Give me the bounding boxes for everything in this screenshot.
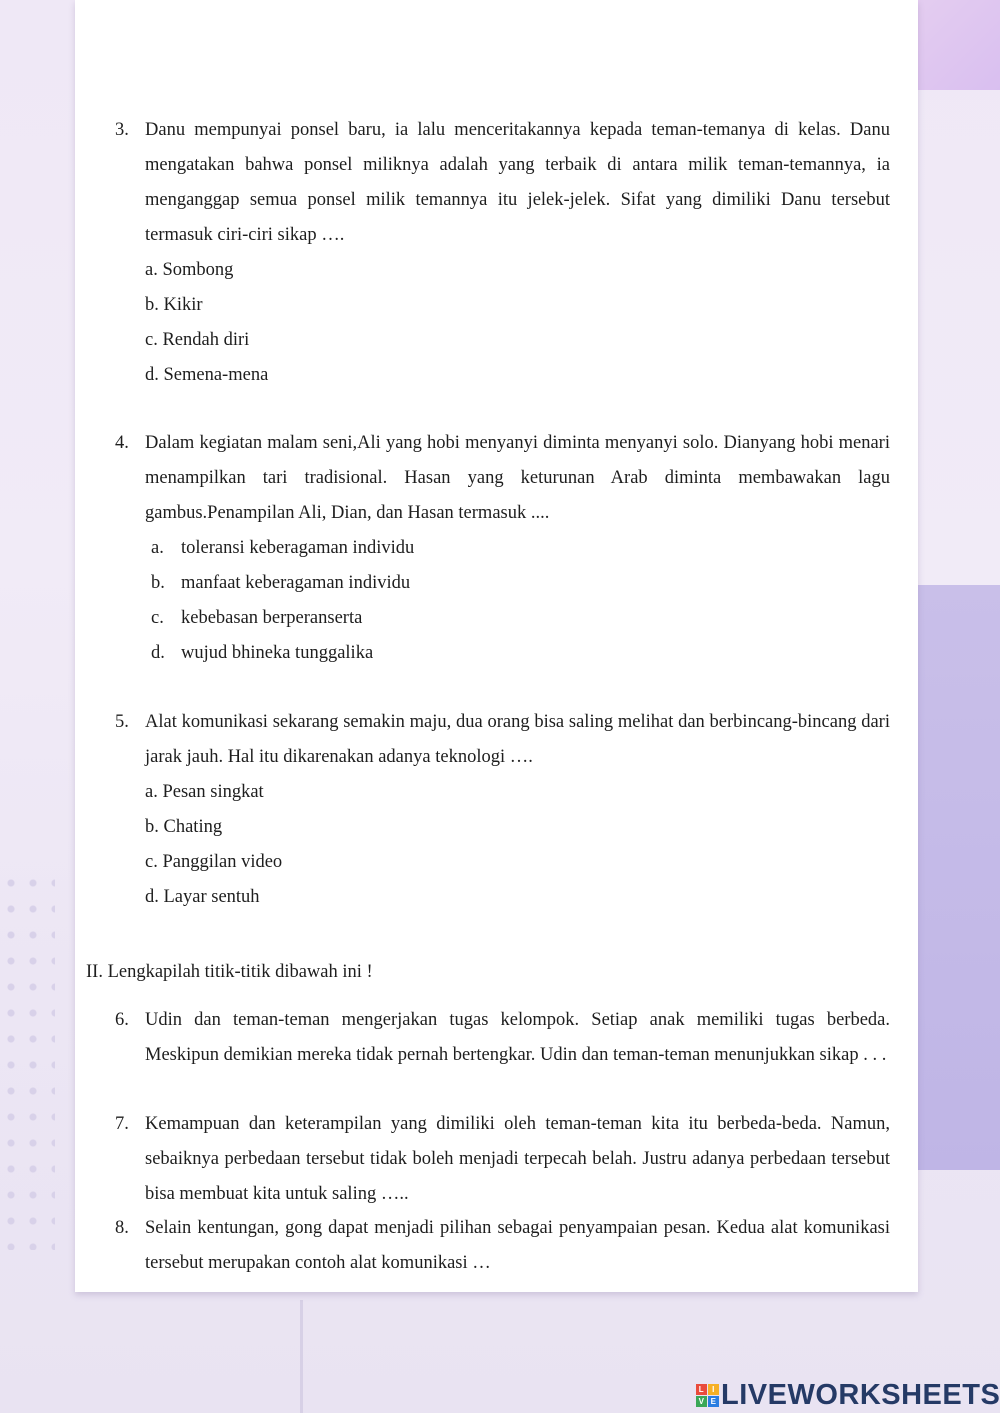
question-5 <box>115 705 890 915</box>
question-stem: Alat komunikasi sekarang semakin maju, dua orang bisa saling melihat dan berbincang-bincang dari jarak jauh. Hal itu dikarenakan adanya teknologi …. <box>145 712 890 767</box>
option-c: c. Panggilan video <box>145 852 283 872</box>
question-number: 6. <box>115 1010 129 1030</box>
background-decoration <box>918 585 1000 1170</box>
option-a: a. Pesan singkat <box>145 782 264 802</box>
liveworksheets-logo-icon <box>696 1384 719 1407</box>
question-stem: Kemampuan dan keterampilan yang dimiliki oleh teman-teman kita itu berbeda-beda. Namun, sebaiknya perbedaan tersebut tidak boleh menjadi terpecah belah. Justru adanya perbedaan tersebut bisa membuat kita untuk saling ….. <box>145 1114 890 1204</box>
option-letter: b. <box>151 573 165 593</box>
option-text: toleransi keberagaman individu <box>181 538 415 558</box>
question-number: 8. <box>115 1218 129 1238</box>
option-a: a. Sombong <box>145 260 234 280</box>
question-number: 7. <box>115 1114 129 1134</box>
question-number: 3. <box>115 120 129 140</box>
option-d <box>145 636 890 671</box>
option-text: wujud bhineka tunggalika <box>181 643 374 663</box>
question-3 <box>115 113 890 393</box>
background-decoration <box>0 870 55 1250</box>
question-8 <box>115 1211 890 1281</box>
option-d: d. Semena-mena <box>145 365 269 385</box>
logo-text: LIVEWORKSHEETS <box>721 1378 1000 1411</box>
option-text: manfaat keberagaman individu <box>181 573 411 593</box>
logo-mark-cell: V <box>696 1396 707 1407</box>
option-letter: a. <box>151 538 164 558</box>
option-b: b. Kikir <box>145 295 203 315</box>
option-letter: d. <box>151 643 165 663</box>
question-stem: Danu mempunyai ponsel baru, ia lalu menceritakannya kepada teman-temanya di kelas. Danu mengatakan bahwa ponsel miliknya adalah yang terbaik di antara milik teman-temannya, ia menganggap semua ponsel milik temannya itu jelek-jelek. Sifat yang dimiliki Danu tersebut termasuk ciri-ciri sikap …. <box>145 120 890 245</box>
question-stem: Dalam kegiatan malam seni,Ali yang hobi menyanyi diminta menyanyi solo. Dianyang hobi menari menampilkan tari tradisional. Hasan yang keturunan Arab diminta membawakan lagu gambus.Penampilan Ali, Dian, dan Hasan termasuk .... <box>145 433 890 523</box>
option-c: c. Rendah diri <box>145 330 250 350</box>
section-heading: II. Lengkapilah titik-titik dibawah ini ! <box>86 962 373 982</box>
logo-mark-cell: I <box>708 1384 719 1395</box>
option-c <box>145 601 890 636</box>
question-number: 4. <box>115 433 129 453</box>
liveworksheets-logo <box>696 1378 1000 1412</box>
question-number: 5. <box>115 712 129 732</box>
question-stem: Udin dan teman-teman mengerjakan tugas kelompok. Setiap anak memiliki tugas berbeda. Meskipun demikian mereka tidak pernah bertengkar. Udin dan teman-teman menunjukkan sikap . . . <box>145 1010 890 1065</box>
logo-mark-cell: E <box>708 1396 719 1407</box>
option-d: d. Layar sentuh <box>145 887 260 907</box>
option-text: kebebasan berperanserta <box>181 608 363 628</box>
background-decoration <box>300 1300 303 1413</box>
option-b <box>145 566 890 601</box>
option-letter: c. <box>151 608 164 628</box>
question-stem: Selain kentungan, gong dapat menjadi pilihan sebagai penyampaian pesan. Kedua alat komunikasi tersebut merupakan contoh alat komunikasi … <box>145 1218 890 1273</box>
question-7 <box>115 1107 890 1212</box>
logo-mark-cell: L <box>696 1384 707 1395</box>
option-b: b. Chating <box>145 817 223 837</box>
background-decoration <box>916 0 1000 90</box>
question-4 <box>115 426 890 671</box>
question-6 <box>115 1003 890 1073</box>
option-a <box>145 531 890 566</box>
